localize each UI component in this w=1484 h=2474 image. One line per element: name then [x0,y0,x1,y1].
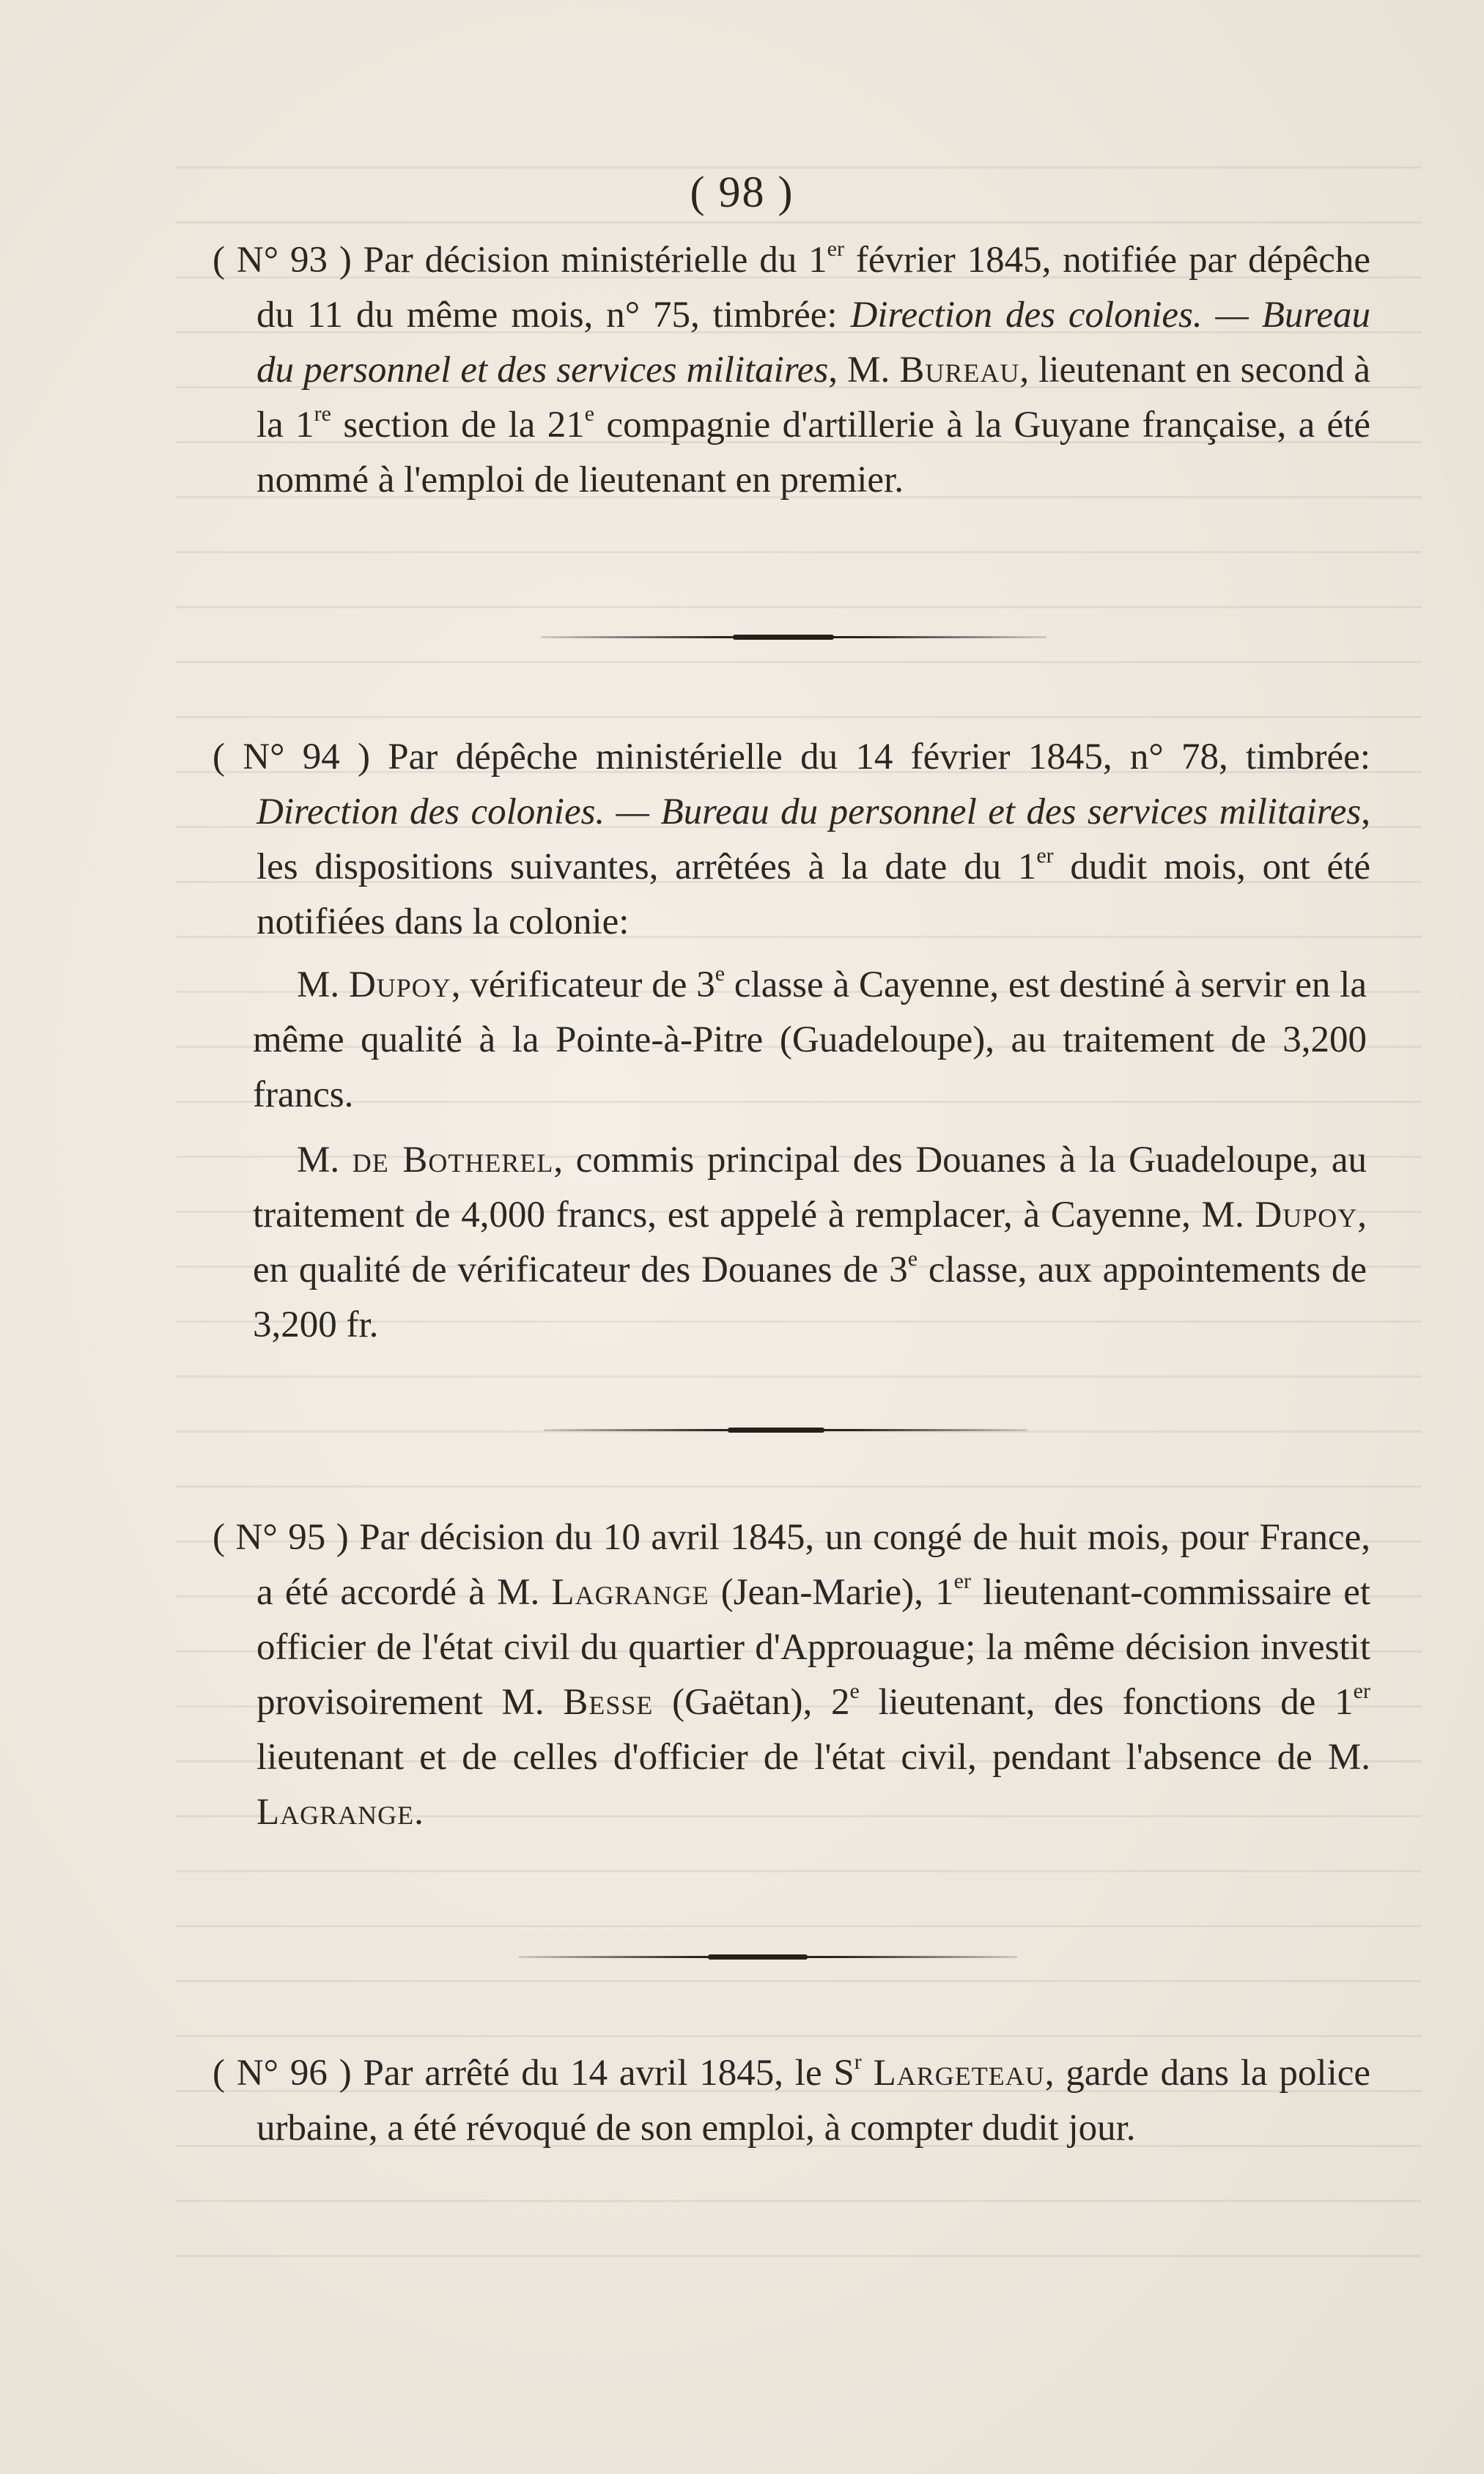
entry-94 [213,730,1370,950]
person-name: Besse [563,1682,654,1723]
person-name: Dupoy [348,964,451,1005]
entry-96 [213,2046,1371,2156]
separator-rule [544,1429,1027,1431]
person-name: Largeteau [873,2053,1045,2094]
person-name: Lagrange [256,1792,415,1833]
superscript: e [584,402,595,426]
entry-number: ( N° 94 ) [213,736,371,778]
superscript: e [907,1247,918,1271]
person-name: Bureau [899,350,1020,391]
entry-93-text: ( N° 93 ) Par décision ministérielle du 1er février 1845, notifiée par dépêche du 11 du même mois, n° 75, timbrée: Direction des colonies. — Bureau du personnel et des services militaires, M. Bureau, lieutenant en second à la 1re section de la 21e compagnie d'artillerie à la Guyane française, a été nommé à l'emploi de lieutenant en premier. [213,237,1371,501]
entry-96-text: ( N° 96 ) Par arrêté du 14 avril 1845, le $S^r$ Largeteau, garde dans la police urbaine, a été révoqué de son emploi, à compter dudit jour. [213,2050,1371,2149]
person-name: Dupoy [1255,1194,1358,1236]
entry-number: ( N° 93 ) [213,240,352,281]
separator-rule [541,636,1046,638]
superscript: er [1353,1679,1370,1703]
superscript: er [1036,843,1054,868]
superscript: er [953,1569,971,1593]
entry-number: ( N° 96 ) [213,2053,352,2094]
superscript: e [849,1679,860,1703]
entry-94-sub-2-text: M. de Botherel, commis principal des Douanes à la Guadeloupe, au traitement de 4,000 francs, est appelé à remplacer, à Cayenne, M. Dupoy, en qualité de vérificateur des Douanes de 3e classe, aux appointements de 3,200 fr. [253,1140,1367,1345]
person-name: Lagrange [551,1572,709,1613]
separator-rule [519,1956,1017,1958]
entry-95 [213,1510,1371,1840]
person-name: de Botherel [352,1140,554,1181]
superscript: r [854,2050,862,2074]
entry-94-sub-1-text: M. Dupoy, vérificateur de 3e classe à Cayenne, est destiné à servir en la même qualité à la Pointe-à-Pitre (Guadeloupe), au traitement de 3,200 francs. [253,961,1367,1115]
entry-93 [213,233,1371,508]
page-number: ( 98 ) [690,168,794,216]
superscript: e [715,961,726,986]
entry-94-sub-1 [253,958,1367,1123]
superscript: re [314,402,331,426]
italic-phrase: Direction des colonies. — Bureau du personnel et des services militaires [256,295,1370,391]
italic-phrase: Direction des colonies. — Bureau du personnel et des services militaires [256,791,1362,832]
entry-number: ( N° 95 ) [213,1517,349,1558]
entry-94-sub-2 [253,1133,1367,1353]
entry-95-text: ( N° 95 ) Par décision du 10 avril 1845, un congé de huit mois, pour France, a été accordé à M. Lagrange (Jean-Marie), 1er lieutenant-commissaire et officier de l'état civil du quartier d'Approuague; la même décision investit provisoirement M. Besse (Gaëtan), 2e lieutenant, des fonctions de 1er lieutenant et de celles d'officier de l'état civil, pendant l'absence de M. Lagrange. [213,1517,1371,1833]
superscript: er [827,237,844,261]
entry-94-text: ( N° 94 ) Par dépêche ministérielle du 14 février 1845, n° 78, timbrée: Direction des colonies. — Bureau du personnel et des services militaires, les dispositions suivantes, arrêtées à la date du 1er dudit mois, ont été notifiées dans la colonie: [213,736,1370,942]
